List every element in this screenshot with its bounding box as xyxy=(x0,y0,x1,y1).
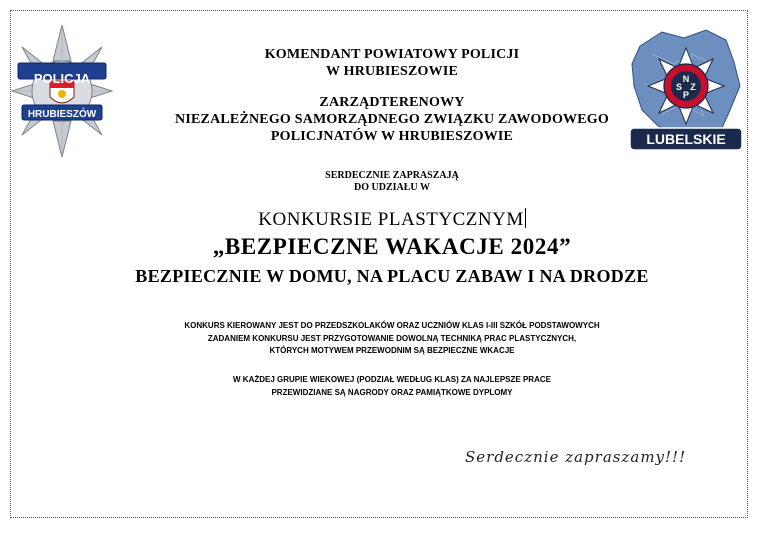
header-line-1: KOMENDANT POWIATOWY POLICJI xyxy=(264,47,520,62)
organizer-header xyxy=(0,46,784,80)
header-line-4: NIEZALEŻNEGO SAMORZĄDNEGO ZWIĄZKU ZAWODOWEGO xyxy=(175,112,609,127)
badge-bottom-text: HRUBIESZÓW xyxy=(27,109,97,120)
invite-line-2: DO UDZIAŁU W xyxy=(354,182,430,193)
prize-info xyxy=(0,374,784,399)
header-line-5: POLICJNATÓW W HRUBIESZOWIE xyxy=(270,129,514,144)
details-line-1: KONKURS KIEROWANY JEST DO PRZEDSZKOLAKÓW ORAZ UCZNIÓW KLAS I-III SZKÓŁ PODSTAWOWYCH xyxy=(184,321,600,330)
contest-label-row xyxy=(0,208,784,231)
invitation xyxy=(0,170,784,194)
closing-invitation: Serdecznie zapraszamy!!! xyxy=(465,448,687,466)
contest-subtitle: BEZPIECZNIE W DOMU, NA PLACU ZABAW I NA DRODZE xyxy=(135,266,649,286)
union-region-text: LUBELSKIE xyxy=(646,131,726,147)
details-line-3: KTÓRYCH MOTYWEM PRZEWODNIM SĄ BEZPIECZNE WKACJE xyxy=(269,346,515,355)
details-line-2: ZADANIEM KONKURSU JEST PRZYGOTOWANIE DOWOLNĄ TECHNIKĄ PRAC PLASTYCZNYCH, xyxy=(207,333,577,343)
contest-title: „BEZPIECZNE WAKACJE 2024” xyxy=(212,234,572,259)
text-cursor xyxy=(525,208,526,228)
prizes-line-2: PRZEWIDZIANE SĄ NAGRODY ORAZ PAMIĄTKOWE DYPLOMY xyxy=(271,387,513,397)
badge-top-text: POLICJA xyxy=(33,71,91,86)
union-header xyxy=(0,94,784,145)
union-letter-z: Z xyxy=(690,82,696,92)
contest-details xyxy=(0,320,784,358)
union-letter-p: P xyxy=(682,90,690,100)
contest-label: KONKURSIE PLASTYCZNYM xyxy=(258,209,524,230)
union-letter-s: S xyxy=(675,82,683,92)
invite-line-1: SERDECZNIE ZAPRASZAJĄ xyxy=(325,170,459,181)
header-line-2: W HRUBIESZOWIE xyxy=(325,64,459,79)
header-line-3: ZARZĄDTERENOWY xyxy=(319,95,465,110)
union-letter-n: N xyxy=(682,74,690,84)
prizes-line-1: W KAŻDEJ GRUPIE WIEKOWEJ (PODZIAŁ WEDŁUG KLAS) ZA NAJLEPSZE PRACE xyxy=(233,375,551,384)
